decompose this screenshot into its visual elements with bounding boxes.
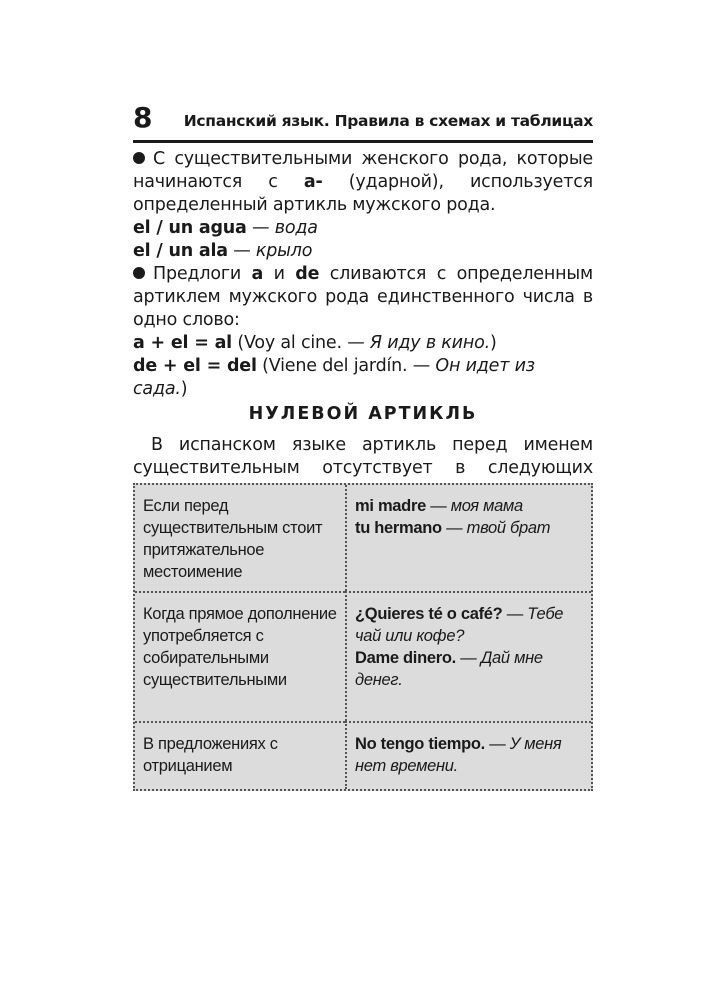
zero-article-table (133, 483, 593, 791)
section-title: НУЛЕВОЙ АРТИКЛЬ (248, 404, 478, 424)
example-line: el / un agua — вода (133, 218, 318, 238)
example-line: el / un ala — крыло (133, 241, 313, 261)
running-title: Испанский язык. Правила в схемах и таблицах (183, 112, 593, 130)
table-cell-case: Когда прямое дополнение употребляется с собирательными существительными (135, 591, 345, 721)
rule-feminine-a: С существительными женского рода, которые начинаются с a- (ударной), используется определенный артикль мужского рода. (133, 149, 593, 215)
contraction-line: de + el = del (Viene del jardín. — Он идет из сада.) (133, 356, 535, 399)
rule-contractions: Предлоги a и de сливаются с определенным артиклем мужского рода единственного числа в одно слово: (133, 264, 593, 330)
table-cell-case: Если перед существительным стоит притяжательное местоимение (143, 497, 323, 581)
table-cell-examples: ¿Quieres té o café? — Тебе чай или кофе? Dame dinero. — Дай мне денег. (345, 591, 591, 721)
bullet-icon (133, 152, 145, 164)
table-cell-examples: No tengo tiempo. — У меня нет времени. (345, 721, 591, 789)
table-cell-case: В предложениях с отрицанием (135, 721, 345, 789)
page-number: 8 (133, 101, 153, 134)
page-header (133, 100, 593, 143)
table-cell-examples: mi madre — моя мама tu hermano — твой брат (345, 485, 591, 591)
article-rules (133, 148, 593, 401)
intro-paragraph: В испанском языке артикль перед именем существительным отсутствует в следующих (133, 435, 593, 478)
bullet-icon (133, 267, 145, 279)
contraction-line: a + el = al (Voy al cine. — Я иду в кино.) (133, 333, 497, 353)
